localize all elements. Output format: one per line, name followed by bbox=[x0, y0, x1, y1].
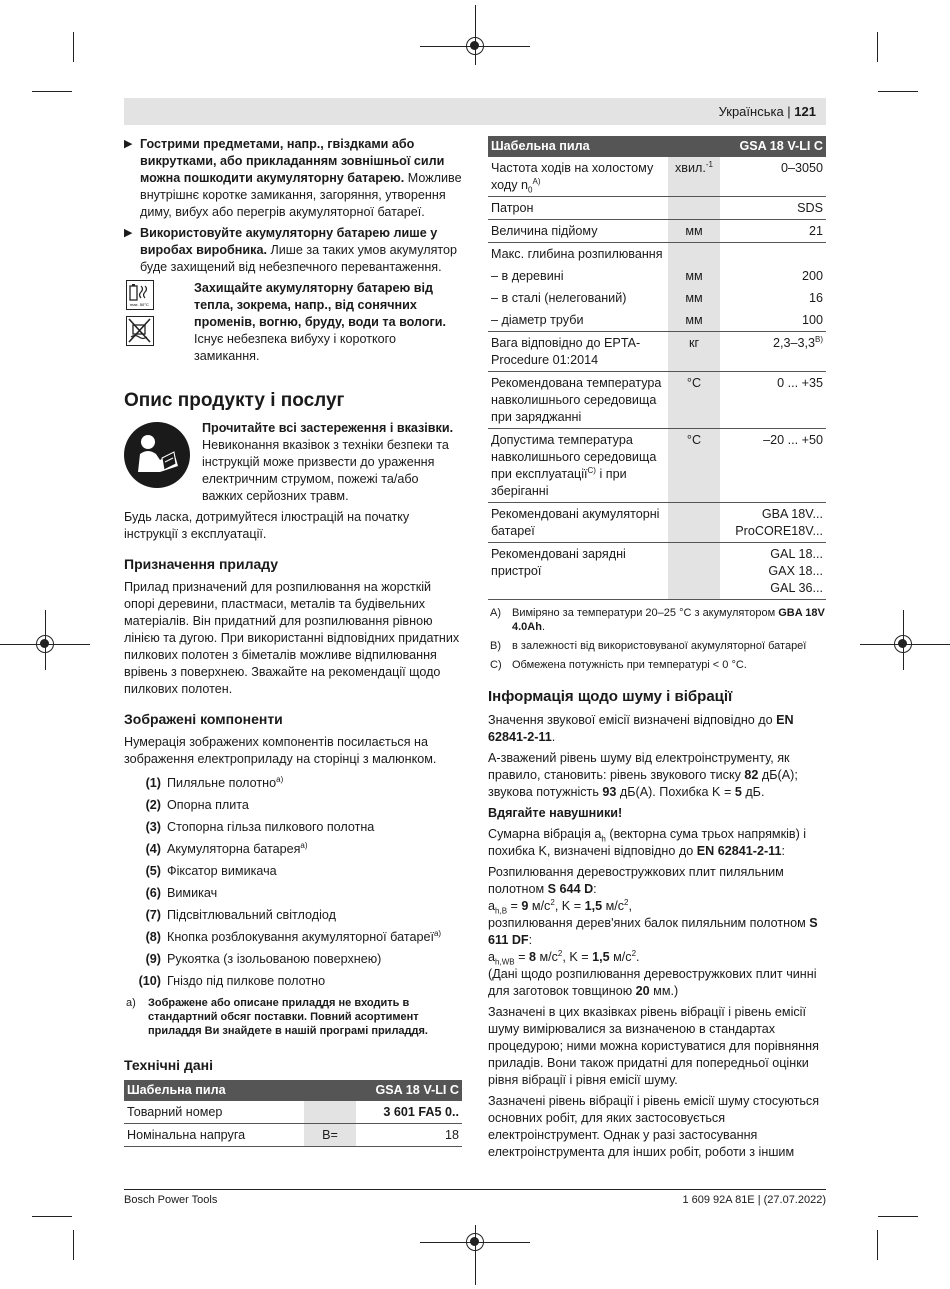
footnote-text: Обмежена потужність при температурі < 0 °C. bbox=[512, 659, 747, 671]
table-row bbox=[488, 157, 826, 197]
row-value: 200 bbox=[801, 269, 823, 283]
row-value: SDS bbox=[720, 197, 826, 220]
crop-mark bbox=[877, 32, 878, 62]
table-header-cell: Шабельна пила bbox=[124, 1080, 356, 1101]
table-row bbox=[488, 429, 826, 503]
row-label: Допустима температура навколишнього середовища при експлуатації$^{C)}$ і при зберіганні bbox=[488, 429, 668, 503]
footer-left: Bosch Power Tools bbox=[124, 1194, 218, 1206]
component-number: (10) bbox=[138, 974, 161, 988]
component-number: (3) bbox=[145, 820, 161, 834]
crop-mark bbox=[878, 1216, 918, 1217]
registration-mark bbox=[36, 635, 54, 653]
row-unit: мм bbox=[668, 287, 720, 309]
row-unit bbox=[668, 243, 720, 266]
heat-warning-bold: Захищайте акумуляторну батарею від тепла, зокрема, напр., від сонячних променів, вогню, бруду, води та вологи. bbox=[194, 281, 447, 329]
table-footnote bbox=[488, 639, 826, 653]
footnote-bold: GBA 18V 4.0Ah bbox=[512, 607, 825, 633]
icon-max-temp-text: max. 50°C bbox=[130, 302, 149, 307]
footnote-key: a) bbox=[126, 997, 136, 1009]
bullet-text: Лише за таких умов акумулятор буде захищений від небезпечного перевантаження. bbox=[140, 243, 458, 274]
heat-warning-text: Існує небезпека вибуху і короткого замикання. bbox=[194, 332, 396, 363]
bullet-item bbox=[124, 225, 462, 276]
table-footnote bbox=[488, 658, 826, 672]
row-label: – діаметр труби bbox=[488, 309, 668, 332]
tech-data-table bbox=[488, 136, 826, 600]
footnote-key: A) bbox=[490, 607, 501, 619]
component-label: Вимикач bbox=[167, 886, 218, 900]
table-row bbox=[488, 265, 826, 287]
row-label: Величина підйому bbox=[488, 220, 668, 243]
footnote-text: Зображене або описане приладдя не входить в стандартний обсяг поставки. Повний асортимент приладдя Ви знайдете в нашій програмі приладдя. bbox=[148, 997, 428, 1037]
ear-protection-note: Вдягайте навушники! bbox=[488, 806, 623, 820]
crop-mark bbox=[32, 1216, 72, 1217]
component-label: Рукоятка (з ізольованою поверхнею) bbox=[167, 952, 382, 966]
vibration-paragraph: Розпилювання деревостружкових плит пиляльним полотном S 644 D: $a_{h,B} = 9$ $м/с^2$, K = 1,5 $м/с^2$, розпилювання дерев'яних балок пиляльним полотном S 611 DF: $a_{h,WB} = 8$ $м/с^2$, K = 1,5 $м/с^2$. bbox=[488, 865, 818, 967]
list-item bbox=[124, 794, 462, 816]
footer-right: 1 609 92A 81E | (27.07.2022) bbox=[682, 1194, 826, 1206]
row-label: Рекомендована температура навколишнього середовища при заряджанні bbox=[488, 372, 668, 429]
vibration-paragraph: Зазначені в цих вказівках рівень вібрації і рівень емісії шуму вимірювалися за визначеною в стандартах процедурою; ними можна користуватися для порівняння приладів. Вони також придатні для попередньої оцінки рівня вібрації і рівня емісії шуму. bbox=[488, 1005, 819, 1087]
noise-paragraph: А-зважений рівень шуму від електроінструменту, як правило, становить: рівень звукового тиску 82 дБ(A); звукова потужність 93 дБ(A). Похибка K = 5 дБ. bbox=[488, 751, 798, 799]
bullet-item bbox=[124, 136, 462, 221]
table-row bbox=[488, 243, 826, 266]
table-row bbox=[488, 543, 826, 600]
row-label: Рекомендовані зарядні пристрої bbox=[488, 543, 668, 600]
components-footnote bbox=[124, 996, 462, 1038]
row-label: Вага відповідно до EPTA-Procedure 01:2014 bbox=[488, 332, 668, 372]
table-row bbox=[124, 1124, 462, 1147]
registration-mark bbox=[894, 635, 912, 653]
row-value: 16 bbox=[808, 291, 823, 305]
vibration-paragraph: Зазначені рівень вібрації і рівень емісії шуму стосуються основних робіт, для яких застосовується електроінструмент. Однак у разі застосування електроінструмента для інших робіт, роботи з іншим bbox=[488, 1094, 820, 1159]
component-footnote-ref: a) bbox=[433, 928, 442, 938]
table-header-cell: GSA 18 V-LI C bbox=[720, 136, 826, 157]
read-manual-icon bbox=[124, 422, 190, 488]
component-label: Стопорна гільза пилкового полотна bbox=[167, 820, 375, 834]
registration-mark bbox=[466, 1233, 484, 1251]
row-value: 3 601 FA5 0.. bbox=[356, 1101, 462, 1124]
components-list bbox=[124, 772, 462, 992]
row-value: GBA 18V... ProCORE18V... bbox=[720, 503, 826, 543]
crop-mark bbox=[475, 5, 476, 65]
component-number: (4) bbox=[145, 842, 161, 856]
table-row bbox=[488, 503, 826, 543]
table-row bbox=[488, 197, 826, 220]
purpose-text: Прилад призначений для розпилювання на жорсткій опорі деревини, пластмаси, металів та будівельних матеріалів. Він придатний для розпилювання рівною лінією та дугою. При використанні відповідних придатних пилкових полотен з біметалів можливе відпилювання врівень з поверхнею. Зважайте на рекомендації щодо пилкових полотен. bbox=[124, 580, 460, 696]
battery-water-prohibited-icon bbox=[126, 316, 154, 346]
row-unit: мм bbox=[668, 220, 720, 243]
bullet-arrow-icon: ▶ bbox=[124, 227, 133, 239]
heat-warning bbox=[124, 280, 462, 366]
footnote-text: Виміряно за температури 20–25 °C з акумулятором bbox=[512, 607, 779, 619]
row-unit: кг bbox=[668, 332, 720, 372]
component-number: (8) bbox=[145, 930, 161, 944]
component-label: Гніздо під пилкове полотно bbox=[167, 974, 326, 988]
crop-mark bbox=[877, 1230, 878, 1260]
registration-mark bbox=[466, 37, 484, 55]
vibration-paragraph: Сумарна вібрація $a_h$ (векторна сума трьох напрямків) і похибка K, визначені відповідно до EN 62841-2-11: bbox=[488, 827, 807, 858]
component-footnote-ref: a) bbox=[300, 840, 308, 850]
crop-mark bbox=[32, 91, 72, 92]
row-value: 0 ... +35 bbox=[720, 372, 826, 429]
list-item bbox=[124, 904, 462, 926]
row-value: 18 bbox=[356, 1124, 462, 1147]
row-unit: мм bbox=[668, 309, 720, 332]
table-row bbox=[488, 287, 826, 309]
row-label: Частота ходів на холостому ходу $n_0^{A)}$ bbox=[488, 157, 668, 197]
row-unit: мм bbox=[668, 265, 720, 287]
row-unit bbox=[304, 1101, 356, 1124]
table-row bbox=[124, 1101, 462, 1124]
footnote-key: C) bbox=[490, 659, 502, 671]
page-header bbox=[124, 98, 826, 125]
row-unit: °C bbox=[668, 429, 720, 503]
left-column bbox=[124, 136, 462, 1147]
list-item bbox=[124, 838, 462, 860]
tech-data-table bbox=[124, 1080, 462, 1147]
row-value: 100 bbox=[720, 309, 826, 332]
component-number: (2) bbox=[145, 798, 161, 812]
component-label: Кнопка розблокування акумуляторної батареї bbox=[167, 930, 434, 944]
read-instructions-warning bbox=[124, 420, 462, 505]
right-column bbox=[488, 136, 826, 1165]
table-header-cell: Шабельна пила bbox=[488, 136, 720, 157]
row-value: –20 ... +50 bbox=[720, 429, 826, 503]
row-unit bbox=[668, 197, 720, 220]
row-value: GAL 18... GAX 18... GAL 36... bbox=[720, 543, 826, 600]
row-value bbox=[720, 243, 826, 266]
crop-mark bbox=[878, 91, 918, 92]
table-row bbox=[488, 309, 826, 332]
component-number: (9) bbox=[145, 952, 161, 966]
row-unit bbox=[668, 503, 720, 543]
component-footnote-ref: a) bbox=[276, 774, 284, 784]
table-header-row bbox=[124, 1080, 462, 1101]
components-title: Зображені компоненти bbox=[124, 711, 283, 727]
footnote-key: B) bbox=[490, 640, 501, 652]
component-label: Акумуляторна батарея bbox=[167, 842, 301, 856]
bullet-bold: Гострими предметами, напр., гвіздками або викрутками, або прикладанням зовнішньої сили можна пошкодити акумуляторну батарею. bbox=[140, 137, 445, 185]
crop-mark bbox=[73, 32, 74, 62]
read-warning-bold: Прочитайте всі застереження і вказівки. bbox=[202, 421, 454, 435]
bullet-bold: Використовуйте акумуляторну батарею лише у виробах виробника. bbox=[140, 226, 438, 257]
header-language: Українська bbox=[718, 104, 784, 119]
page-number: 121 bbox=[794, 104, 816, 119]
component-label: Фіксатор вимикача bbox=[167, 864, 277, 878]
illustrations-note: Будь ласка, дотримуйтеся ілюстрацій на початку інструкції з експлуатації. bbox=[124, 510, 410, 541]
row-label: Товарний номер bbox=[124, 1101, 304, 1124]
table-header-cell: GSA 18 V-LI C bbox=[356, 1080, 462, 1101]
table-row bbox=[488, 220, 826, 243]
table-row bbox=[488, 332, 826, 372]
row-label: Макс. глибина розпилювання bbox=[491, 247, 663, 261]
list-item bbox=[124, 772, 462, 794]
list-item bbox=[124, 882, 462, 904]
list-item bbox=[124, 926, 462, 948]
noise-title: Інформація щодо шуму і вібрації bbox=[488, 688, 733, 705]
list-item bbox=[124, 816, 462, 838]
row-label: Патрон bbox=[488, 197, 668, 220]
noise-paragraph: Значення звукової емісії визначені відповідно до EN 62841-2-11. bbox=[488, 713, 794, 744]
row-unit: хвил.$^{-1}$ bbox=[668, 157, 720, 197]
table-header-row bbox=[488, 136, 826, 157]
row-value: 21 bbox=[720, 220, 826, 243]
component-label: Підсвітлювальний світлодіод bbox=[167, 908, 336, 922]
vibration-paragraph: (Дані щодо розпилювання деревостружкових плит чинні для заготовок товщиною 20 мм.) bbox=[488, 967, 817, 998]
list-item bbox=[124, 970, 462, 992]
components-intro: Нумерація зображених компонентів посилається на зображення електроприладу на сторінці з малюнком. bbox=[124, 735, 437, 766]
bullet-arrow-icon: ▶ bbox=[124, 138, 133, 150]
section-title: Опис продукту і послуг bbox=[124, 390, 345, 411]
component-number: (7) bbox=[145, 908, 161, 922]
component-number: (6) bbox=[145, 886, 161, 900]
row-unit: °C bbox=[668, 372, 720, 429]
header-text: Українська | 121 bbox=[718, 104, 816, 119]
component-label: Пиляльне полотно bbox=[167, 776, 277, 790]
footnote-text: в залежності від використовуваної акумуляторної батареї bbox=[512, 640, 807, 652]
row-label: – в деревині bbox=[491, 269, 564, 283]
purpose-title: Призначення приладу bbox=[124, 556, 279, 572]
tech-data-title: Технічні дані bbox=[124, 1057, 213, 1073]
page-footer bbox=[124, 1189, 826, 1209]
row-label: – в сталі (нелегований) bbox=[491, 291, 627, 305]
bullet-text: Можливе внутрішнє коротке замикання, загоряння, утворення диму, вибух або перегрів акумуляторної батареї. bbox=[140, 171, 462, 219]
row-value: $2,3-3,3^{B)}$ bbox=[720, 332, 826, 372]
component-label: Опорна плита bbox=[167, 798, 249, 812]
row-unit bbox=[668, 543, 720, 600]
row-label: Номінальна напруга bbox=[124, 1124, 304, 1147]
table-row bbox=[488, 372, 826, 429]
list-item bbox=[124, 948, 462, 970]
list-item bbox=[124, 860, 462, 882]
crop-mark bbox=[73, 1230, 74, 1260]
battery-heat-icon bbox=[126, 280, 154, 310]
component-number: (1) bbox=[145, 776, 161, 790]
row-label: Рекомендовані акумуляторні батареї bbox=[488, 503, 668, 543]
read-warning-text: Невиконання вказівок з техніки безпеки та інструкцій може призвести до ураження електричним струмом, пожежі та/або важких серйозних травм. bbox=[202, 438, 449, 503]
table-footnote: A) Виміряно за температури 20–25 °C з акумулятором GBA 18V 4.0Ah. bbox=[490, 607, 825, 633]
row-value: 0–3050 bbox=[720, 157, 826, 197]
row-unit: В= bbox=[304, 1124, 356, 1147]
component-number: (5) bbox=[145, 864, 161, 878]
